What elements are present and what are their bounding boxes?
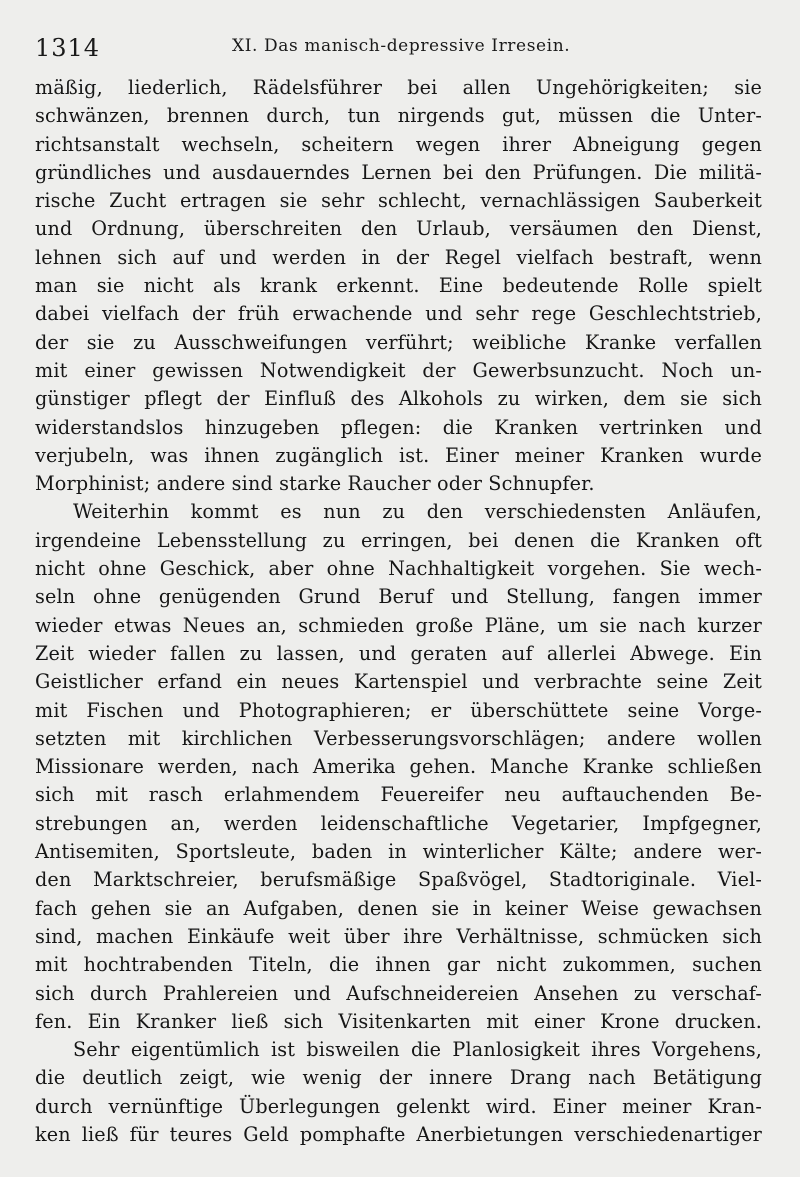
- text-line: den Marktschreier, berufsmäßige Spaßvögel, Stadtoriginale. Viel-: [35, 868, 762, 892]
- text-line: sind, machen Einkäufe weit über ihre Verhältnisse, schmücken sich: [35, 924, 762, 948]
- text-line: durch vernünftige Überlegungen gelenkt wird. Einer meiner Kran-: [35, 1094, 762, 1118]
- text-line: mäßig, liederlich, Rädelsführer bei allen Ungehörigkeiten; sie: [35, 76, 762, 99]
- text-line: wieder etwas Neues an, schmieden große Pläne, um sie nach kurzer: [35, 613, 762, 637]
- text-line: günstiger pflegt der Einfluß des Alkohols zu wirken, dem sie sich: [35, 387, 762, 411]
- text-line: Zeit wieder fallen zu lassen, und geraten auf allerlei Abwege. Ein: [35, 641, 762, 665]
- text-line: widerstandslos hinzugeben pflegen: die Kranken vertrinken und: [35, 415, 762, 439]
- text-line: nicht ohne Geschick, aber ohne Nachhaltigkeit vorgehen. Sie wech-: [35, 557, 762, 581]
- text-line: fach gehen sie an Aufgaben, denen sie in keiner Weise gewachsen: [35, 896, 762, 920]
- text-line: mit hochtrabenden Titeln, die ihnen gar nicht zukommen, suchen: [35, 953, 762, 977]
- text-line: irgendeine Lebensstellung zu erringen, bei denen die Kranken oft: [35, 528, 762, 552]
- text-line: Weiterhin kommt es nun zu den verschiedensten Anläufen,: [73, 500, 762, 524]
- body-text: [35, 74, 762, 1149]
- text-line: Sehr eigentümlich ist bisweilen die Planlosigkeit ihres Vorgehens,: [73, 1038, 762, 1062]
- text-line: strebungen an, werden leidenschaftliche Vegetarier, Impfgegner,: [35, 811, 762, 835]
- page-header: [35, 30, 762, 60]
- text-line: setzten mit kirchlichen Verbesserungsvorschlägen; andere wollen: [35, 726, 762, 750]
- text-line: Geistlicher erfand ein neues Kartenspiel und verbrachte seine Zeit: [35, 670, 762, 694]
- text-line: lehnen sich auf und werden in der Regel vielfach bestraft, wenn: [35, 245, 762, 269]
- paragraph: [35, 74, 762, 498]
- text-line: sich mit rasch erlahmendem Feuereifer neu auftauchenden Be-: [35, 783, 762, 807]
- running-head: XI. Das manisch-depressive Irresein.: [232, 36, 571, 56]
- text-line: Antisemiten, Sportsleute, baden in winterlicher Kälte; andere wer-: [35, 840, 762, 864]
- text-line: Morphinist; andere sind starke Raucher oder Schnupfer.: [35, 472, 595, 496]
- text-line: mit einer gewissen Notwendigkeit der Gewerbsunzucht. Noch un-: [35, 358, 762, 382]
- text-line: fen. Ein Kranker ließ sich Visitenkarten mit einer Krone drucken.: [35, 1009, 762, 1033]
- text-line: verjubeln, was ihnen zugänglich ist. Einer meiner Kranken wurde: [35, 443, 762, 467]
- text-line: Missionare werden, nach Amerika gehen. Manche Kranke schließen: [35, 755, 762, 779]
- text-line: gründliches und ausdauerndes Lernen bei den Prüfungen. Die militä-: [35, 160, 762, 184]
- text-line: mit Fischen und Photographieren; er überschüttete seine Vorge-: [35, 698, 762, 722]
- page-number: 1314: [35, 34, 101, 62]
- paragraph: [35, 498, 762, 1036]
- paragraph: [35, 1036, 762, 1149]
- text-line: man sie nicht als krank erkennt. Eine bedeutende Rolle spielt: [35, 274, 762, 298]
- text-line: die deutlich zeigt, wie wenig der innere Drang nach Betätigung: [35, 1066, 762, 1090]
- text-line: und Ordnung, überschreiten den Urlaub, versäumen den Dienst,: [35, 217, 762, 241]
- text-line: der sie zu Ausschweifungen verführt; weibliche Kranke verfallen: [35, 330, 762, 354]
- text-line: sich durch Prahlereien und Aufschneidereien Ansehen zu verschaf-: [35, 981, 762, 1005]
- text-line: seln ohne genügenden Grund Beruf und Stellung, fangen immer: [35, 585, 762, 609]
- text-line: richtsanstalt wechseln, scheitern wegen ihrer Abneigung gegen: [35, 132, 762, 156]
- text-line: rische Zucht ertragen sie sehr schlecht, vernachlässigen Sauberkeit: [35, 189, 762, 213]
- text-line: schwänzen, brennen durch, tun nirgends gut, müssen die Unter-: [35, 104, 762, 128]
- text-line: dabei vielfach der früh erwachende und sehr rege Geschlechtstrieb,: [35, 302, 762, 326]
- text-line: ken ließ für teures Geld pomphafte Anerbietungen verschiedenartiger: [35, 1122, 762, 1146]
